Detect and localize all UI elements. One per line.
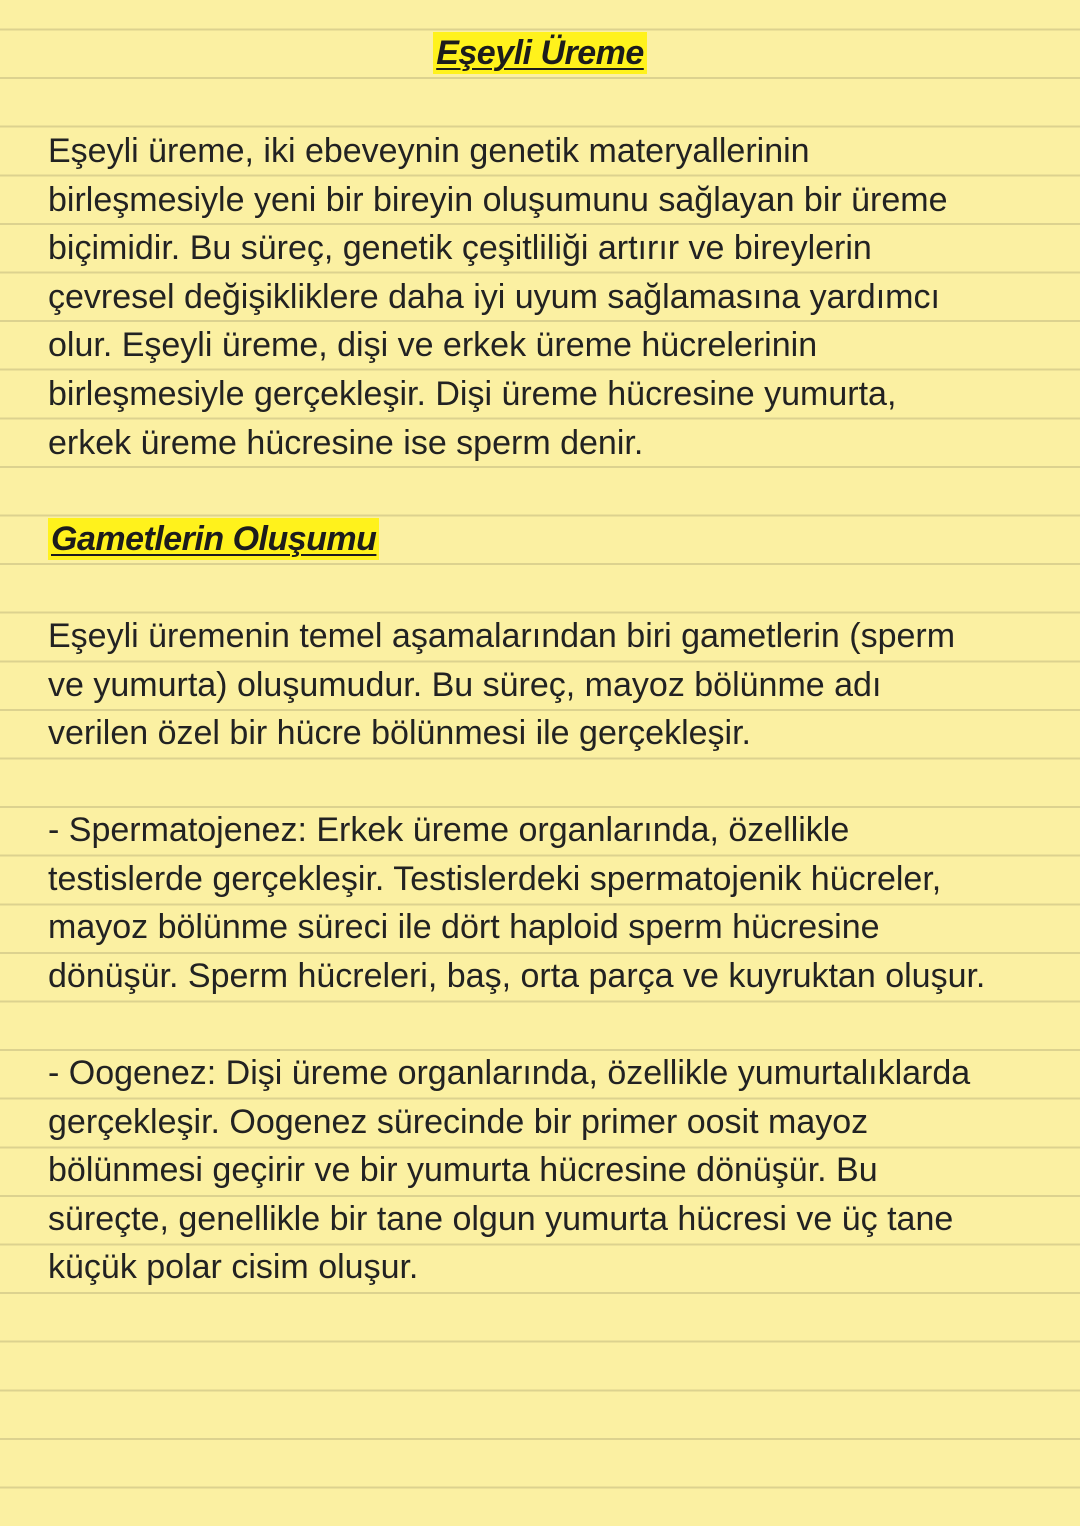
page-title: Eşeyli Üreme bbox=[433, 32, 647, 74]
section-heading-container bbox=[48, 518, 379, 560]
section-title: Gametlerin Oluşumu bbox=[48, 518, 379, 560]
title-container bbox=[0, 32, 1080, 74]
spermatogenesis-paragraph: - Spermatojenez: Erkek üreme organlarında, özellikle testislerde gerçekleşir. Testislerdeki spermatojenik hücreler, mayoz bölünme süreci ile dört haploid sperm hücresine dönüşür. Sperm hücreleri, baş, orta parça ve kuyruktan oluşur. bbox=[48, 811, 986, 995]
section-intro-paragraph: Eşeyli üremenin temel aşamalarından biri gametlerin (sperm ve yumurta) oluşumudur. Bu süreç, mayoz bölünme adı verilen özel bir hücre bölünmesi ile gerçekleşir. bbox=[48, 617, 956, 753]
intro-paragraph: Eşeyli üreme, iki ebeveynin genetik materyallerinin birleşmesiyle yeni bir bireyin oluşumunu sağlayan bir üreme biçimidir. Bu süreç, genetik çeşitliliği artırır ve bireylerin çevresel değişikliklere daha iyi uyum sağlamasına yardımcı olur. Eşeyli üreme, dişi ve erkek üreme hücrelerinin birleşmesiyle gerçekleşir. Dişi üreme hücresine yumurta, erkek üreme hücresine ise sperm denir. bbox=[48, 132, 948, 462]
oogenesis-paragraph: - Oogenez: Dişi üreme organlarında, özellikle yumurtalıklarda gerçekleşir. Oogenez sürecinde bir primer oosit mayoz bölünmesi geçirir ve bir yumurta hücresine dönüşür. Bu süreçte, genellikle bir tane olgun yumurta hücresi ve üç tane küçük polar cisim oluşur. bbox=[48, 1054, 971, 1287]
